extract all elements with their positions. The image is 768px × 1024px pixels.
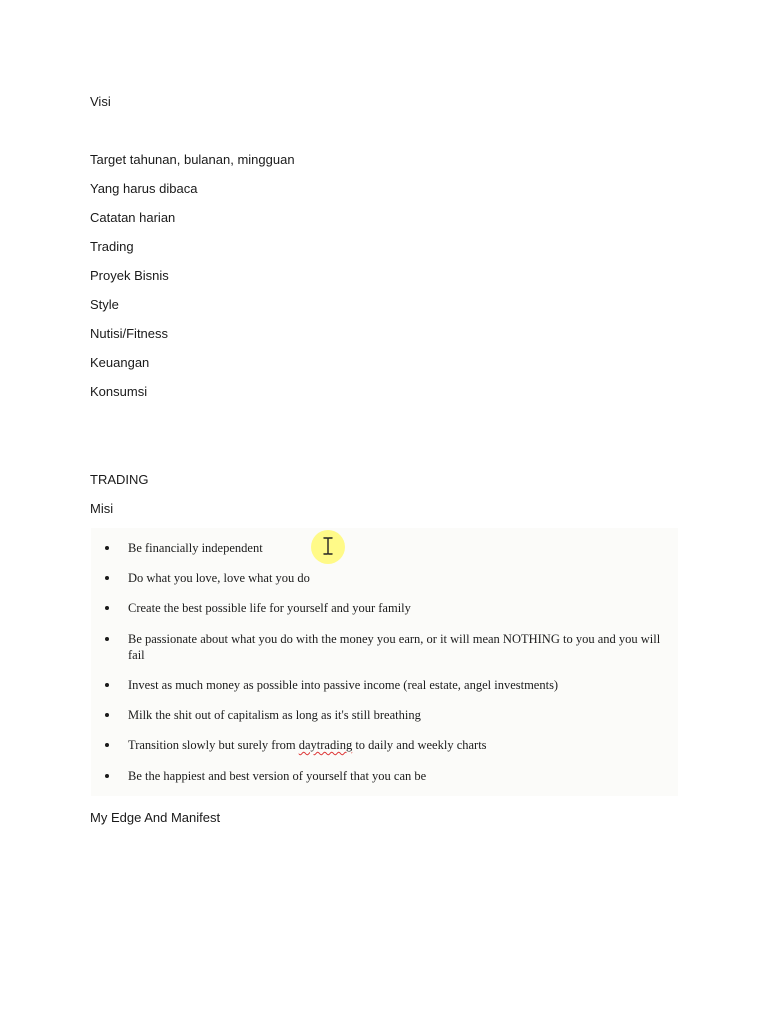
line-konsumsi: Konsumsi: [90, 384, 148, 399]
line-keuangan: Keuangan: [90, 355, 150, 370]
mission-item: [105, 737, 664, 753]
mission-screenshot-image: [91, 528, 678, 796]
bullet-icon: [105, 606, 109, 610]
mission-item-suffix: to daily and weekly charts: [352, 738, 487, 752]
mission-item-prefix: Transition slowly but surely from: [128, 738, 299, 752]
bullet-icon: [105, 683, 109, 687]
mission-item-text: Be financially independent: [128, 541, 263, 555]
line-catatan-harian: Catatan harian: [90, 210, 176, 225]
line-nutrisi-fitness: Nutisi/Fitness: [90, 326, 169, 341]
mission-item-text: Create the best possible life for yourself and your family: [128, 601, 411, 615]
mission-item: [105, 677, 664, 693]
mission-item-text: Be passionate about what you do with the money you earn, or it will mean NOTHING to you and you will fail: [128, 632, 661, 662]
mission-item-text: [128, 737, 664, 753]
misspelled-word: daytrading: [298, 738, 353, 752]
line-target: Target tahunan, bulanan, mingguan: [90, 152, 295, 167]
bullet-icon: [105, 743, 109, 747]
mission-item-text: Be the happiest and best version of yourself that you can be: [128, 769, 427, 783]
mission-item-text: Do what you love, love what you do: [128, 571, 310, 585]
bullet-icon: [105, 774, 109, 778]
bullet-icon: [105, 637, 109, 641]
bullet-icon: [105, 546, 109, 550]
line-trading: Trading: [90, 239, 134, 254]
bullet-icon: [105, 576, 109, 580]
mission-item: [105, 540, 664, 556]
line-yang-harus-dibaca: Yang harus dibaca: [90, 181, 198, 196]
edge-heading: My Edge And Manifest: [90, 810, 221, 825]
mission-item: [105, 570, 664, 586]
mission-item: [105, 600, 664, 616]
misi-heading: Misi: [90, 501, 114, 516]
mission-item: [105, 707, 664, 723]
line-style: Style: [90, 297, 119, 312]
mission-item: [105, 631, 664, 663]
mission-item-text: Invest as much money as possible into passive income (real estate, angel investments): [128, 678, 559, 692]
trading-heading: TRADING: [90, 472, 149, 487]
mission-item-text: Milk the shit out of capitalism as long as it's still breathing: [128, 708, 421, 722]
bullet-icon: [105, 713, 109, 717]
mission-item: [105, 768, 664, 784]
line-visi: Visi: [90, 94, 111, 109]
line-proyek-bisnis: Proyek Bisnis: [90, 268, 169, 283]
